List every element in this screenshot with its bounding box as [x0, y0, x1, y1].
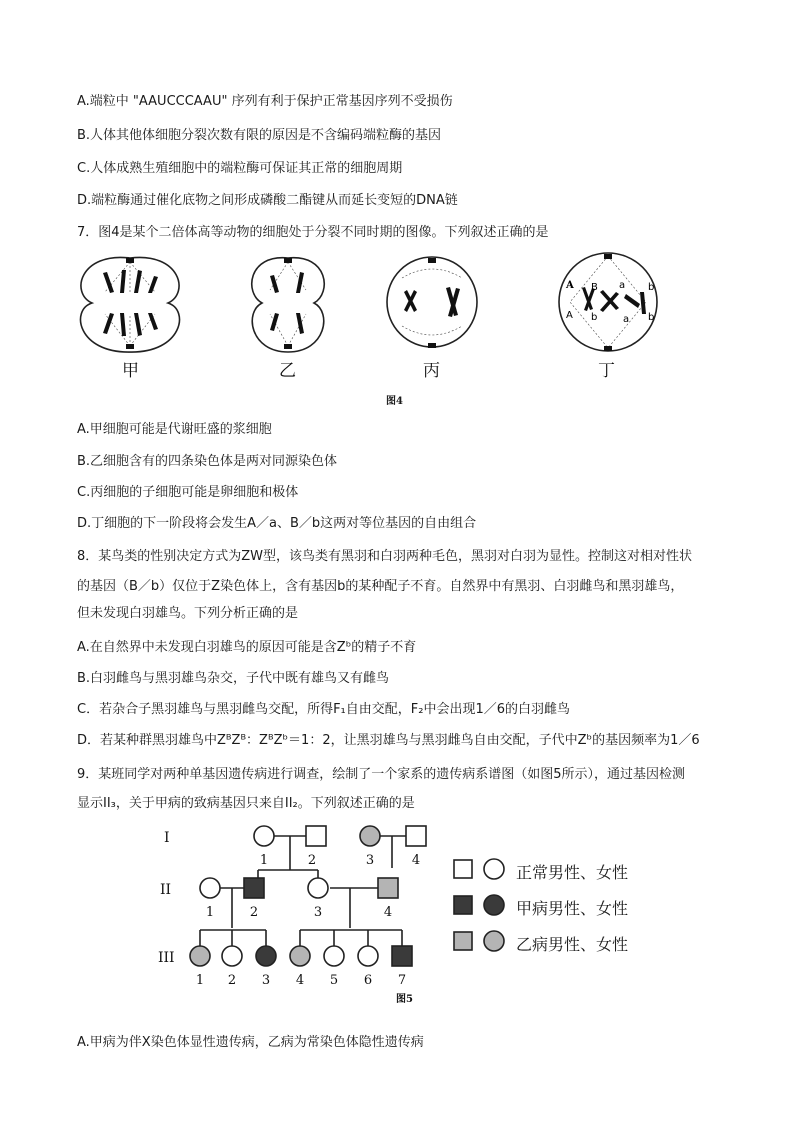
q6-option-c: C.人体成熟生殖细胞中的端粒酶可保证其正常的细胞周期 — [77, 161, 403, 176]
cell-label-yi: 乙 — [279, 361, 296, 381]
allele-label: b — [648, 282, 655, 293]
q8-option-a: A.在自然界中未发现白羽雄鸟的原因可能是含Zᵇ的精子不育 — [77, 640, 417, 655]
pedigree-chart — [150, 818, 450, 1008]
allele-label: b — [591, 312, 598, 323]
q6-option-b: B.人体其他体细胞分裂次数有限的原因是不含编码端粒酶的基因 — [77, 128, 442, 143]
generation-label: II — [160, 882, 172, 898]
pedigree-number: 4 — [295, 973, 305, 988]
pedigree-number: 7 — [397, 973, 407, 988]
q6-option-d: D.端粒酶通过催化底物之间形成磷酸二酯键从而延长变短的DNA链 — [77, 193, 458, 208]
allele-label: b — [648, 312, 655, 323]
pedigree-number: 6 — [363, 973, 373, 988]
pedigree-number: 2 — [249, 905, 259, 920]
generation-label: III — [158, 950, 175, 966]
cell-label-bing: 丙 — [423, 361, 440, 381]
figure-5-caption: 图5 — [396, 994, 413, 1005]
pedigree-legend-symbols — [450, 856, 510, 956]
q7-option-c: C.丙细胞的子细胞可能是卵细胞和极体 — [77, 485, 299, 500]
generation-label: I — [164, 830, 170, 846]
q8-stem-line-1: 8．某鸟类的性别决定方式为ZW型，该鸟类有黑羽和白羽两种毛色，黑羽对白羽为显性。控制这对相对性状 — [77, 549, 693, 564]
allele-label: A — [566, 280, 574, 291]
allele-label: a — [619, 280, 626, 291]
cell-label-jia: 甲 — [122, 361, 139, 381]
cell-label-ding: 丁 — [598, 361, 615, 381]
q9-option-a: A.甲病为伴X染色体显性遗传病，乙病为常染色体隐性遗传病 — [77, 1035, 424, 1050]
figure-4-caption: 图4 — [386, 396, 403, 407]
q6-option-a: A.端粒中 "AAUCCCAAU" 序列有利于保护正常基因序列不受损伤 — [77, 94, 453, 109]
allele-label: A — [566, 310, 573, 321]
q8-stem-line-3: 但未发现白羽雄鸟。下列分析正确的是 — [77, 606, 299, 621]
pedigree-number: 2 — [307, 853, 317, 868]
q9-stem-line-2: 显示II₃，关于甲病的致病基因只来自II₂。下列叙述正确的是 — [77, 796, 415, 811]
pedigree-number: 5 — [329, 973, 339, 988]
q9-stem-line-1: 9．某班同学对两种单基因遗传病进行调查，绘制了一个家系的遗传病系谱图（如图5所示），通过基因检测 — [77, 767, 686, 782]
allele-label: B — [591, 282, 598, 293]
figure-4-cell-division — [70, 248, 710, 383]
legend-disease-b: 乙病男性、女性 — [516, 935, 629, 954]
q8-option-d: D．若某种群黑羽雄鸟中ZᴮZᴮ：ZᴮZᵇ＝1：2，让黑羽雄鸟与黑羽雌鸟自由交配，子代中Zᵇ的基因频率为1／6 — [77, 733, 700, 748]
pedigree-number: 4 — [383, 905, 393, 920]
q7-option-d: D.丁细胞的下一阶段将会发生A／a、B／b这两对等位基因的自由组合 — [77, 516, 477, 531]
pedigree-number: 3 — [313, 905, 323, 920]
legend-disease-a: 甲病男性、女性 — [516, 899, 629, 918]
pedigree-number: 2 — [227, 973, 237, 988]
q8-option-b: B.白羽雌鸟与黑羽雄鸟杂交，子代中既有雄鸟又有雌鸟 — [77, 671, 390, 686]
pedigree-number: 1 — [259, 853, 269, 868]
q8-stem-line-2: 的基因（B／b）仅位于Z染色体上，含有基因b的某种配子不育。自然界中有黑羽、白羽雌鸟和黑羽雄鸟， — [77, 579, 684, 594]
pedigree-number: 1 — [205, 905, 215, 920]
q7-option-a: A.甲细胞可能是代谢旺盛的浆细胞 — [77, 422, 272, 437]
pedigree-number: 4 — [411, 853, 421, 868]
pedigree-number: 3 — [261, 973, 271, 988]
pedigree-number: 3 — [365, 853, 375, 868]
allele-label: a — [623, 314, 630, 325]
pedigree-number: 1 — [195, 973, 205, 988]
q7-option-b: B.乙细胞含有的四条染色体是两对同源染色体 — [77, 454, 338, 469]
q8-option-c: C．若杂合子黑羽雄鸟与黑羽雌鸟交配，所得F₁自由交配，F₂中会出现1／6的白羽雌鸟 — [77, 702, 570, 717]
q7-stem: 7．图4是某个二倍体高等动物的细胞处于分裂不同时期的图像。下列叙述正确的是 — [77, 225, 549, 240]
legend-normal: 正常男性、女性 — [516, 863, 629, 882]
